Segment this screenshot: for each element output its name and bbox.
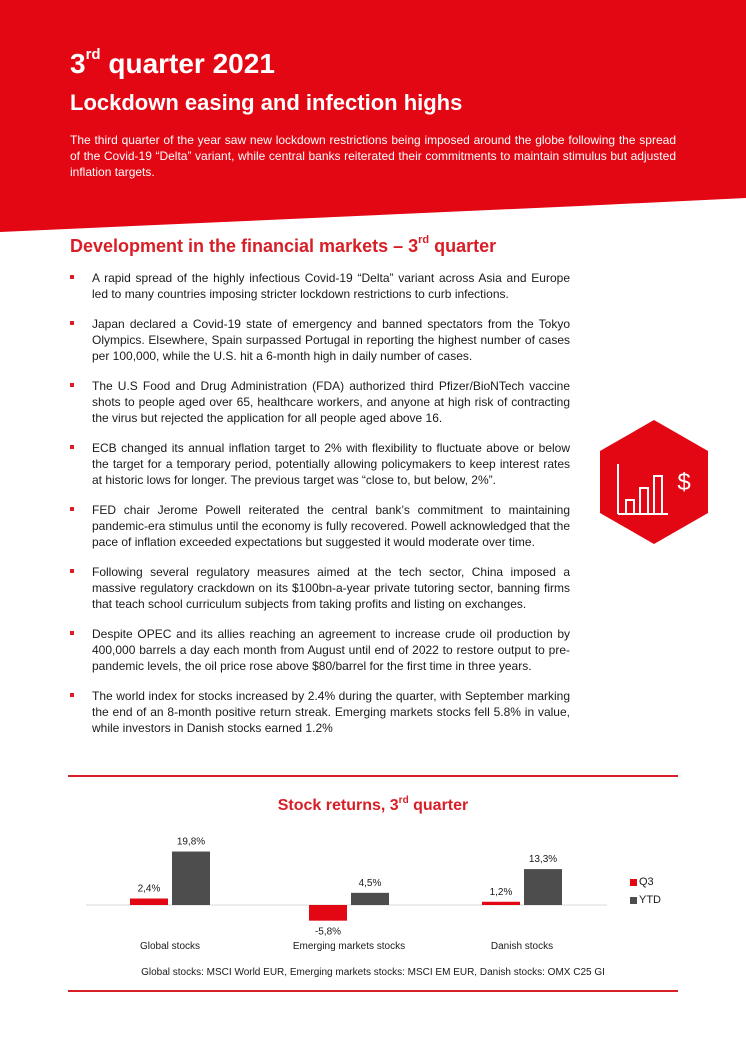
legend-item-ytd: YTD [630,891,661,909]
chart-legend [630,873,661,909]
bullet-marker [70,445,74,449]
section-title: Development in the financial markets – 3rd quarter [70,234,497,256]
chart-title: Stock returns, 3rd quarter [277,795,469,814]
bar-q3-0 [130,899,168,905]
bullet-item: The world index for stocks increased by 2.4% during the quarter, with September marking the end of an 8-month positive return streak. Emerging markets stocks fell 5.8% in value, while investors in Danish stocks earned 1.2% [70,688,570,736]
bullet-item: Following several regulatory measures aimed at the tech sector, China imposed a massive regulatory crackdown on its $100bn-a-year private tutoring sector, banning firms that teach school curriculum subjects from taking profits and listing on exchanges. [70,564,570,612]
bullet-item: Despite OPEC and its allies reaching an agreement to increase crude oil production by 400,000 barrels a day each month from August until end of 2022 to restore output to pre-pandemic levels, the oil price rose above $80/barrel for the first time in three years. [70,626,570,674]
bar-ytd-2 [524,869,562,905]
data-label-ytd-2: 13,3% [528,854,558,866]
bullet-marker [70,507,74,511]
data-label-ytd-0: 19,8% [176,836,206,848]
bar-ytd-1 [351,893,389,905]
bullet-marker [70,383,74,387]
page-subtitle: Lockdown easing and infection highs [70,90,463,115]
bullet-list [70,270,570,750]
category-label-0: Global stocks [139,941,201,952]
intro-paragraph: The third quarter of the year saw new lockdown restrictions being imposed around the globe following the spread of the Covid-19 “Delta” variant, while central banks reiterated their commitments to maintain stimulus but adjusted inflation targets. [70,133,676,179]
bullet-item: FED chair Jerome Powell reiterated the central bank’s commitment to maintaining pandemic-era stimulus until the economy is fully recovered. Powell acknowledged that the pace of inflation exceeded expectations but suggested it would moderate over time. [70,502,570,550]
chart-bottom-rule [68,990,678,992]
data-label-q3-1: -5,8% [314,926,342,938]
data-label-q3-0: 2,4% [137,883,161,895]
bar-ytd-0 [172,852,210,905]
bullet-item: Japan declared a Covid-19 state of emergency and banned spectators from the Tokyo Olympics. Elsewhere, Spain surpassed Portugal in reporting the highest number of cases per 100,000, while the U.S. hit a 6-month high in daily number of cases. [70,316,570,364]
bullet-item: A rapid spread of the highly infectious Covid-19 “Delta” variant across Asia and Europe led to many countries imposing stricter lockdown restrictions to curb infections. [70,270,570,302]
chart-dollar-icon [590,418,718,546]
bullet-marker [70,569,74,573]
bar-q3-2 [482,902,520,905]
bullet-marker [70,275,74,279]
legend-item-q3: Q3 [630,873,661,891]
bullet-marker [70,321,74,325]
legend-swatch-q3 [630,879,637,886]
page-title: 3rd quarter 2021 [70,46,275,79]
bullet-item: ECB changed its annual inflation target to 2% with flexibility to fluctuate above or below the target for a temporary period, potentially allowing policymakers to keep interest rates at historic lows for longer. The previous target was “close to, but below, 2%”. [70,440,570,488]
data-label-q3-2: 1,2% [489,886,513,898]
bar-q3-1 [309,905,347,921]
bullet-marker [70,693,74,697]
category-label-2: Danish stocks [490,941,554,952]
chart-top-rule [68,775,678,777]
category-label-1: Emerging markets stocks [292,941,406,952]
legend-swatch-ytd [630,897,637,904]
chart-footnote: Global stocks: MSCI World EUR, Emerging markets stocks: MSCI EM EUR, Danish stocks: OMX C25 GI [141,967,605,978]
bullet-item: The U.S Food and Drug Administration (FDA) authorized third Pfizer/BioNTech vaccine shots to people aged over 65, healthcare workers, and anyone at high risk of contracting the virus but rejected the application for all people aged above 16. [70,378,570,426]
data-label-ytd-1: 4,5% [358,877,382,889]
dollar-symbol: $ [677,469,691,496]
header-background [0,0,746,232]
bullet-marker [70,631,74,635]
